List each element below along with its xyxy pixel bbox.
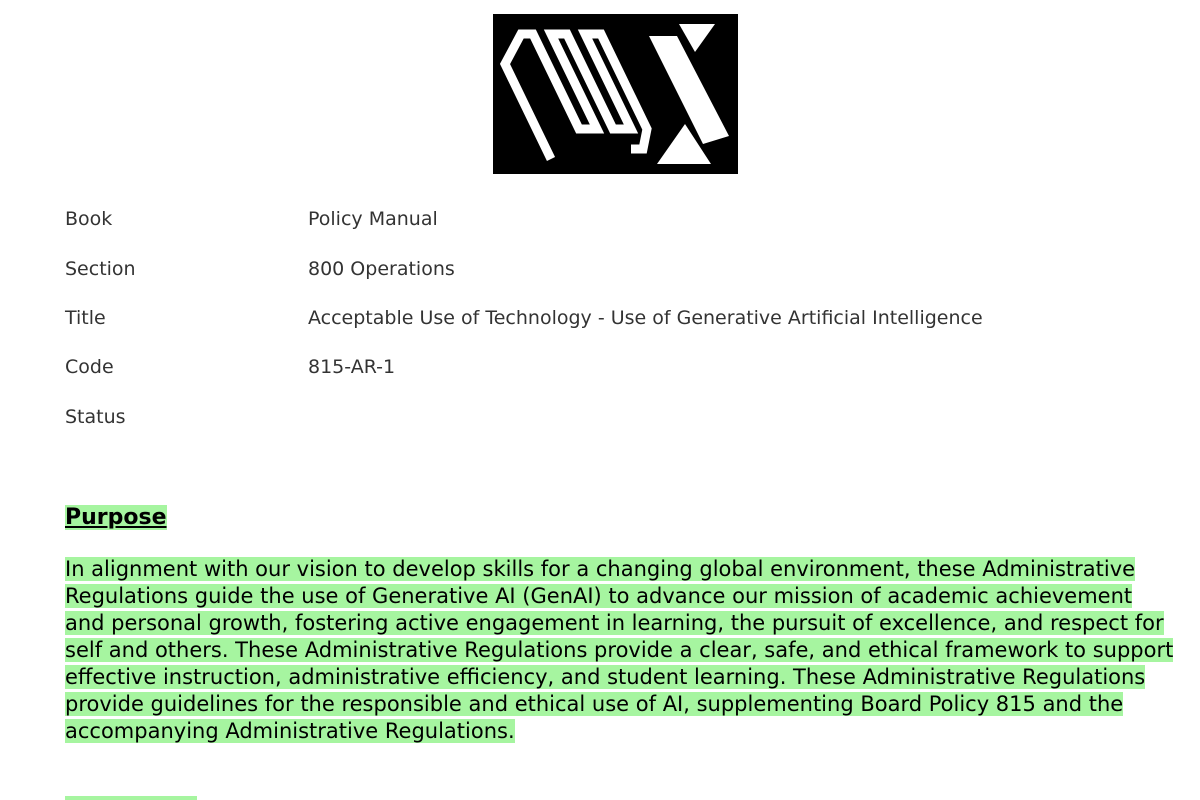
status-label: Status	[65, 406, 126, 428]
title-label: Title	[65, 307, 106, 329]
purpose-heading-text: Purpose	[65, 505, 167, 530]
code-label: Code	[65, 356, 114, 378]
code-value: 815-AR-1	[308, 356, 396, 378]
next-section-highlight	[65, 796, 197, 800]
title-value: Acceptable Use of Technology - Use of Generative Artificial Intelligence	[308, 307, 983, 329]
book-label: Book	[65, 208, 113, 230]
district-logo-icon	[493, 14, 738, 174]
purpose-heading	[65, 503, 167, 533]
section-value: 800 Operations	[308, 258, 455, 280]
section-label: Section	[65, 258, 136, 280]
purpose-paragraph	[65, 556, 1175, 745]
book-value: Policy Manual	[308, 208, 438, 230]
purpose-paragraph-text: In alignment with our vision to develop skills for a changing global environment, these Administrative Regulations guide the use of Generative AI (GenAI) to advance our mission of academic achievement and personal growth, fostering active engagement in learning, the pursuit of excellence, and respect for self and others. These Administrative Regulations provide a clear, safe, and ethical framework to support effective instruction, administrative efficiency, and student learning. These Administrative Regulations provide guidelines for the responsible and ethical use of AI, supplementing Board Policy 815 and the accompanying Administrative Regulations.	[65, 557, 1174, 743]
